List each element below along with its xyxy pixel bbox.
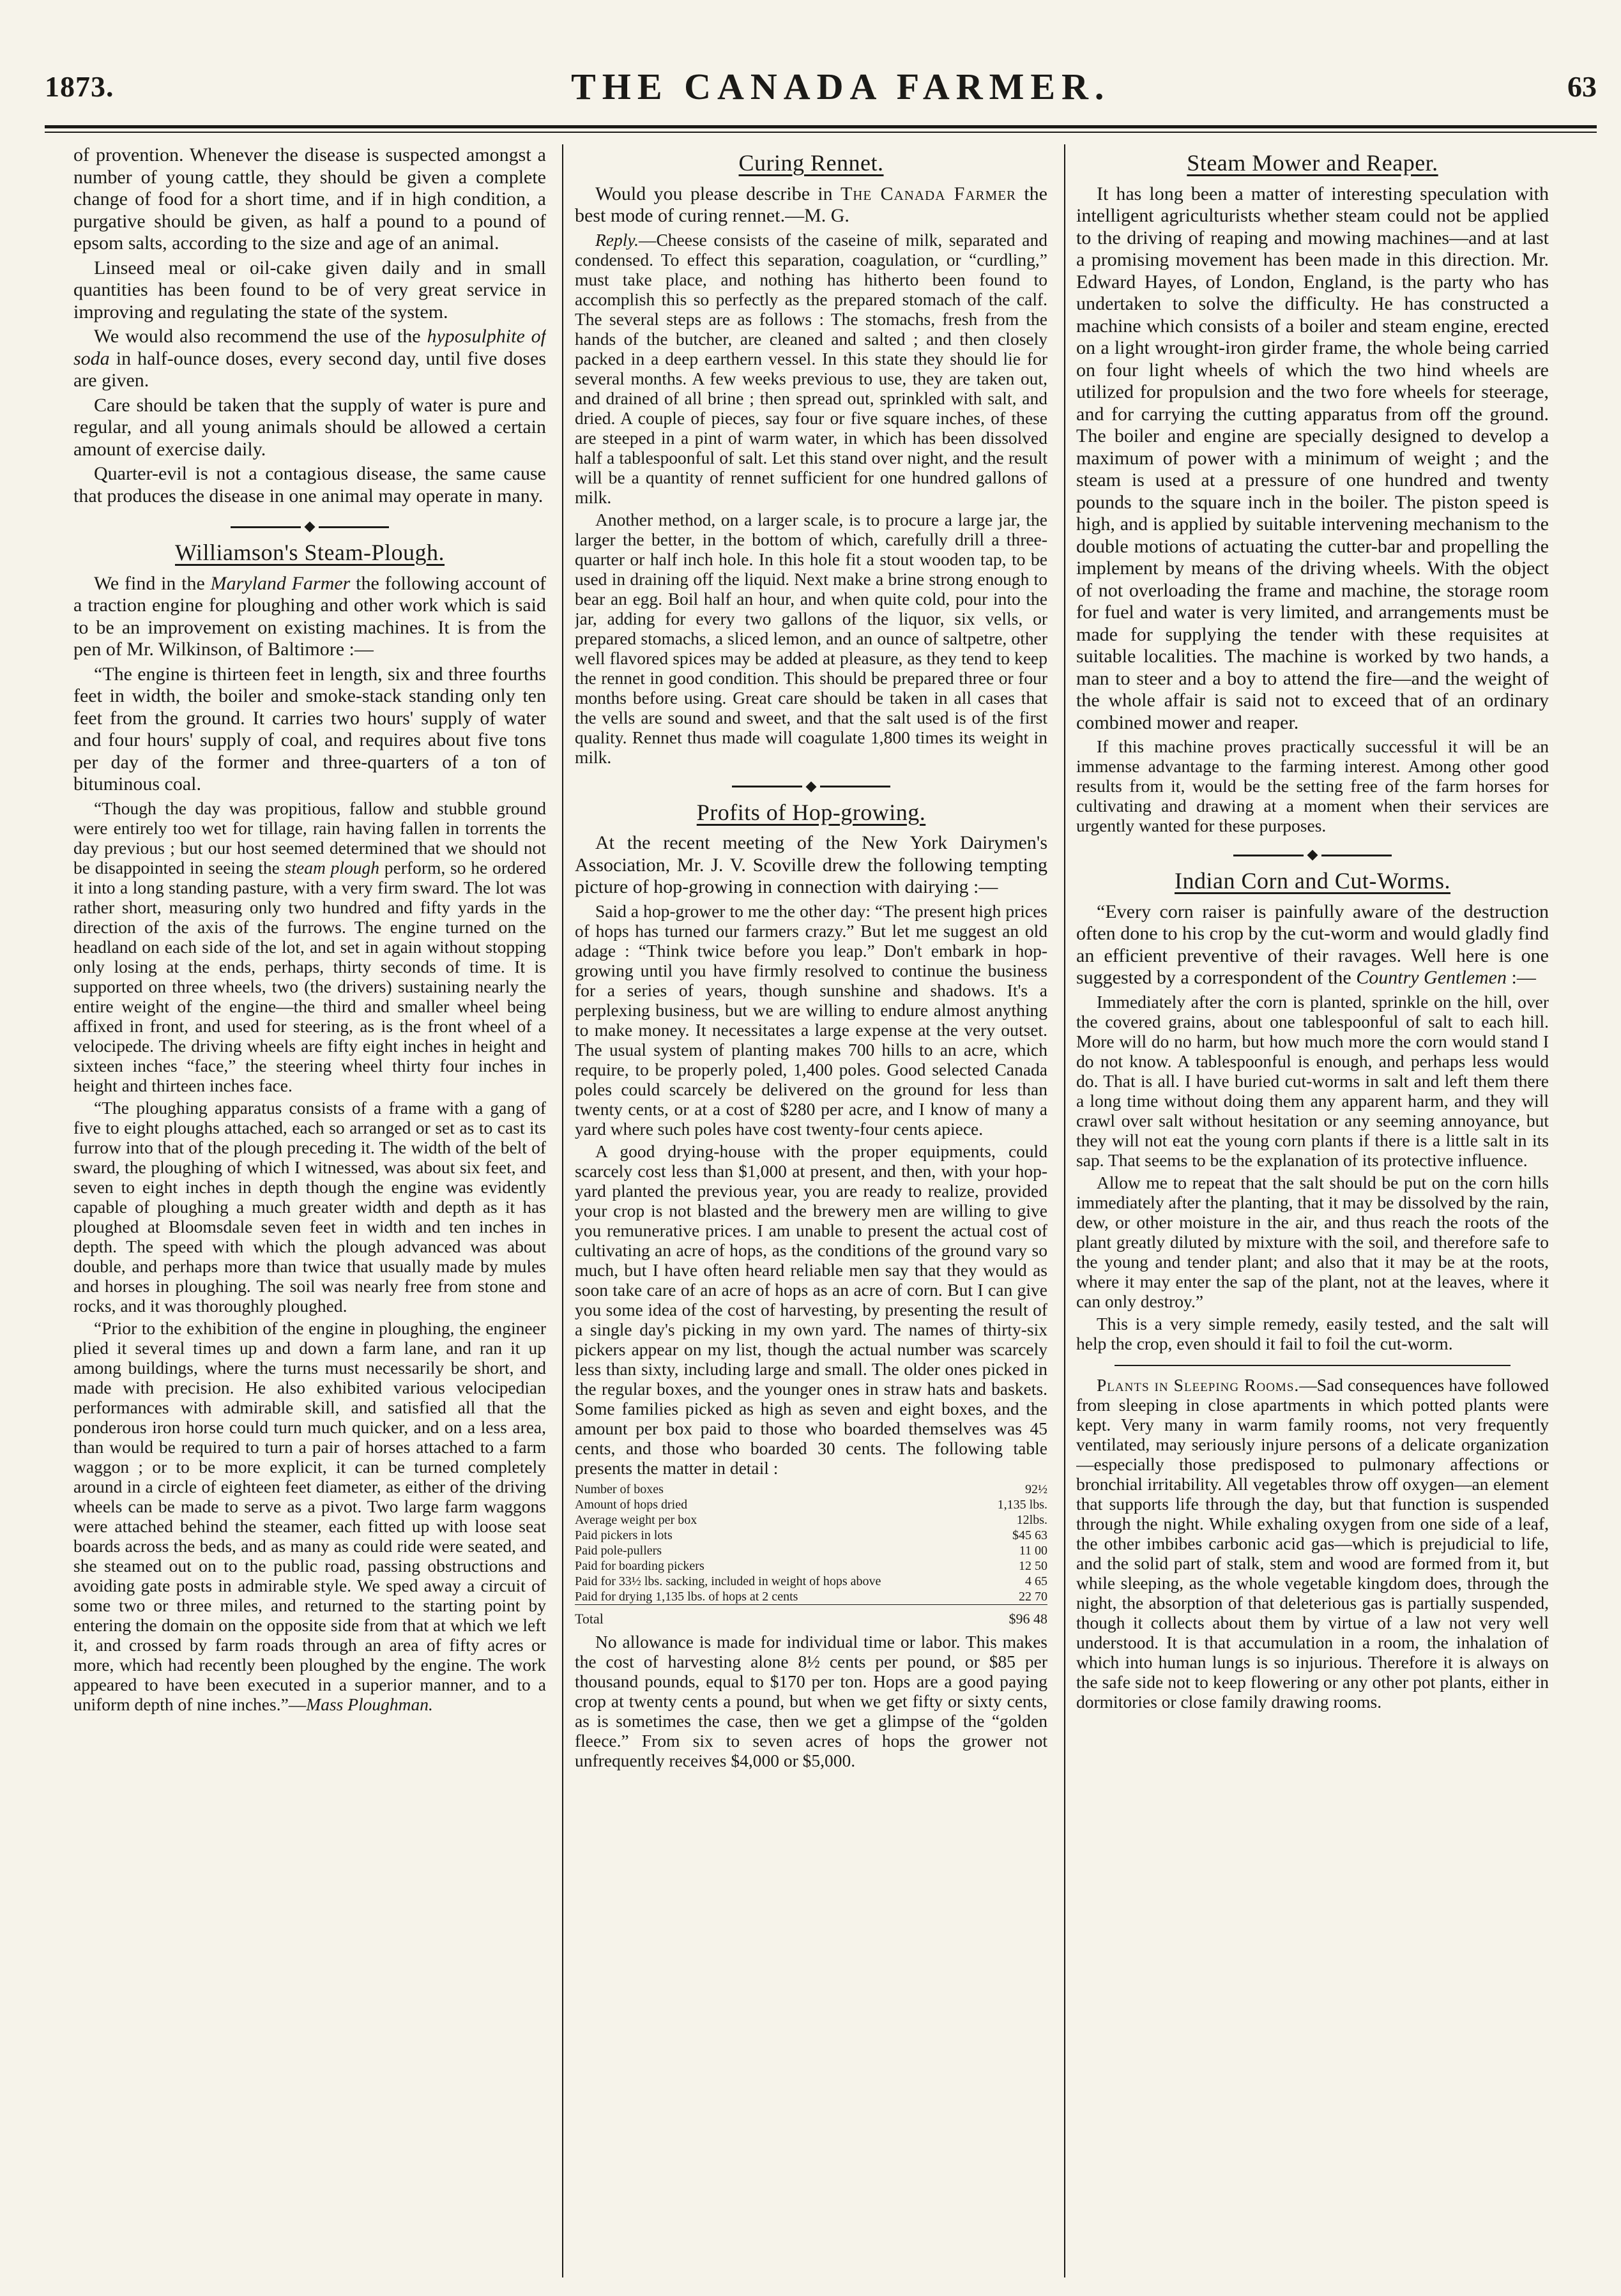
hop-harvest-cost-table [575,1482,1047,1627]
mower-paragraph-2: If this machine proves practically successful it will be an immense advantage to the farming interest. Among other good results from it, would be the setting free of the farm horses for cultivating and drawing at a moment when their services are urgently wanted for these purposes. [1076,736,1549,835]
table-cell-label: Amount of hops dried [575,1497,688,1512]
plants-sleeping-rooms-paragraph: Plants in Sleeping Rooms.—Sad consequences have followed from sleeping in close apartments in which potted plants were kept. Very many in warm family rooms, not very frequently ventilated, may seriously injure persons of a delicate organization—especially those predisposed to pulmonary affections or bronchial irritability. All vegetables throw off oxygen—an element that supports life through the day, but that function is suspended through the night. While exhaling oxygen from one side of a leaf, the other imbibes carbonic acid gas—which is prejudicial to life, and the solid part of stalk, stem and wood are formed from it, but while sleeping, as the whole vegetable kingdom does, through the night, the absorption of that deleterious gas is partially suspended, though it collects about them by virtue of a law not very well understood. It is that accumulation in a room, the inhalation of which into human lungs is so injurious. Therefore it is always on the safe side not to keep flowering or any other pot plants, either in dormitories or close family drawing rooms. [1076,1374,1549,1712]
hops-paragraph-1: At the recent meeting of the New York Dairymen's Association, Mr. J. V. Scoville drew the following tempting picture of hop-growing in connection with dairying :— [575,832,1047,897]
table-total-label: Total [575,1604,984,1627]
table-row [575,1558,1047,1574]
table-cell-value: 11 00 [1019,1543,1047,1558]
table-cell-label: Paid for 33½ lbs. sacking, included in weight of hops above [575,1574,881,1588]
plough-paragraph-4: “The ploughing apparatus consists of a frame with a gang of five to eight ploughs attached, each so arranged or set as to cast its furrow into that of the plough preceding it. The width of the belt of sward, the ploughing of which I witnessed, was about six feet, and seven to eight inches in depth though the engine was evidently capable of ploughing a much greater width and depth as it has ploughed at Bloomsdale seven feet in width and ten inches in depth. The speed with which the plough advanced was about double, and perhaps more than twice that usually made by mules and horses in ploughing. The soil was nearly free from stone and rocks, and it was thoroughly ploughed. [73,1097,546,1316]
section-rule [1115,1365,1511,1366]
plough-paragraph-2: “The engine is thirteen feet in length, six and three fourths feet in width, the boiler and smoke-stack standing only ten feet from the ground. It carries two hours' supply of water and four hours' supply of coal, and requires about five tons per day of the former and three-quarters of a ton of bituminous coal. [73,663,546,794]
column-3 [1076,144,1549,2277]
table-total-value: $96 48 [984,1604,1047,1627]
article-heading-steam-plough: Williamson's Steam-Plough. [174,540,445,565]
section-separator [73,519,546,534]
column-1 [73,144,546,2277]
hops-paragraph-4: No allowance is made for individual time or labor. This makes the cost of harvesting alone 8½ cents per pound, or $85 per thousand pounds, equal to $170 per ton. Hops are a good paying crop at twenty cents a pound, but when we get fifty or sixty cents, as is sometimes the case, then we get a glimpse of the “golden fleece.” From six to seven acres of hops the grower not unfrequently receives $4,000 or $5,000. [575,1631,1047,1770]
rennet-paragraph-2: Another method, on a larger scale, is to procure a large jar, the larger the better, in the bottom of which, carefully drill a three-quarter or half inch hole. In this hole fit a stout wooden tap, to be used in draining off the liquid. Next make a brine strong enough to bear an egg. Boil half an hour, and when quite cold, pour into the jar, adding for every two gallons of the liquor, six vells, or prepared stomachs, a sliced lemon, and an ounce of saltpetre, other well flavored spices may be added at pleasure, as they tend to keep the rennet in good condition. This should be prepared three or four months before using. Great care should be taken in all cases that the vells are sound and sweet, and that the salt used is of the first quality. Rennet thus made will coagulate 1,800 times its weight in milk. [575,509,1047,767]
table-cell-label: Paid for drying 1,135 lbs. of hops at 2 cents [575,1589,798,1604]
page-number: 63 [1567,70,1597,103]
table-cell-label: Paid for boarding pickers [575,1558,704,1573]
table-row [575,1543,1047,1558]
table-cell-label: Average weight per box [575,1512,697,1527]
issue-year: 1873. [45,70,114,103]
table-cell-value: 22 70 [1019,1589,1047,1604]
masthead [45,57,1597,115]
column-divider-2 [1064,144,1065,2277]
cattle-paragraph-2: Linseed meal or oil-cake given daily and in small quantities has been found to be of very great service in improving and regulating the state of the system. [73,257,546,323]
table-row [575,1574,1047,1589]
cattle-paragraph-4: Care should be taken that the supply of water is pure and regular, and all young animals should be allowed a certain amount of exercise daily. [73,394,546,460]
table-row [575,1528,1047,1543]
table-cell-value: 12 50 [1019,1558,1047,1573]
article-heading-hop-growing: Profits of Hop-growing. [696,799,926,825]
table-cell-label: Paid pickers in lots [575,1528,673,1542]
section-separator [575,779,1047,794]
table-row [575,1482,1047,1497]
table-cell-value: $45 63 [1012,1528,1047,1542]
table-total-row [575,1604,1047,1627]
corn-paragraph-1: “Every corn raiser is painfully aware of the destruction often done to his crop by the cut-worm and would gladly find an efficient preventive of their ravages. Well here is one suggested by a correspondent of the Country Gentlemen :— [1076,901,1549,988]
corn-paragraph-2: Immediately after the corn is planted, sprinkle on the hill, over the covered grains, about one tablespoonful of salt to each hill. More will do no harm, but how much more the corn would stand I do not know. A tablespoonful is enough, and perhaps less would do. That is all. I have buried cut-worms in salt and left them there a long time without doing them any apparent harm, and they will crawl over salt without hesitation or any seeming annoyance, but they will not eat the young corn plants if there is a little salt in its sap. That seems to be the explanation of its protective influence. [1076,991,1549,1170]
plough-paragraph-1: We find in the Maryland Farmer the following account of a traction engine for ploughing and other work which is said to be an improvement on existing machines. It is from the pen of Mr. Wilkinson, of Baltimore :— [73,572,546,660]
table-cell-value: 12lbs. [1016,1512,1047,1527]
cattle-paragraph-5: Quarter-evil is not a contagious disease, the same cause that produces the disease in one animal may operate in many. [73,463,546,506]
masthead-rule-light [45,132,1597,133]
section-separator [1076,847,1549,862]
mower-paragraph-1: It has long been a matter of interesting speculation with intelligent agriculturists whether steam could not be applied to the driving of reaping and mowing machines—and at last a promising movement has been made in this direction. Mr. Edward Hayes, of London, England, is the party who has undertaken to solve the difficulty. He has constructed a machine which consists of a boiler and steam engine, erected on a light wrought-iron girder frame, the whole being carried on four light wheels of which the two hind wheels are utilized for propulsion and the two fore wheels for steerage, and for carrying the cutting apparatus from off the ground. The boiler and engine are specially designed to develop a maximum of power with a minimum of weight ; and the steam is used at a pressure of one hundred and twenty pounds to the square inch in the boiler. The piston speed is high, and is applied by suitable intervening mechanism to the double motions of actuating the cutter-bar and propelling the implement by means of the driving wheels. With the object of not overloading the frame and machine, the storage room for fuel and water is very limited, and arrangements must be made for supplying the tender with these requisites at suitable localities. The machine is worked by two hands, a man to steer and a boy to attend the fire—and the weight of the whole affair is said not to exceed that of an ordinary combined mower and reaper. [1076,183,1549,733]
rennet-reply: Reply.—Cheese consists of the caseine of milk, separated and condensed. To effect this separation, coagulation, or “curdling,” must take place, and nothing has hitherto been found to accomplish this so perfectly as the prepared stomach of the calf. The several steps are as follows : The stomachs, fresh from the hands of the butcher, are cleaned and salted ; and then closely packed in a deep earthern vessel. In this state they should lie for several months. A few weeks previous to use, they are taken out, and drained of all brine ; then spread out, sprinkled with salt, and dried. A couple of pieces, say four or five square inches, of these are steeped in a pint of warm water, in which has been dissolved half a tablespoonful of salt. Let this stand over night, and the result will be a quantity of rennet sufficient for one hundred gallons of milk. [575,229,1047,507]
newspaper-title: THE CANADA FARMER. [571,65,1111,107]
plough-paragraph-5: “Prior to the exhibition of the engine in ploughing, the engineer plied it several times up and down a farm lane, and ran it up among buildings, where the turns must necessarily be short, and made with precision. He also exhibited various velocipedian performances with admirable skill, and satisfied all that the ponderous iron horse could turn much quicker, and on a less area, than would be required to turn a pair of horses attached to a farm waggon ; or to be more explicit, it can be turned completely around in a circle of eighteen feet diameter, as either of the driving wheels can be made to serve as a pivot. Two large farm waggons were attached behind the steamer, each fitted up with loose seat boards across the beds, and as many as could ride were seated, and she steamed out on to the public road, passing obstructions and avoiding gate posts in admirable style. We sped away a circuit of some two or three miles, and returned to the starting point by entering the domain on the opposite side from that at which we left it, and crossed by farm roads through an area of fifty acres or more, which had recently been ploughed by the engine. The work appeared to have been executed in a superior manner, and to a uniform depth of nine inches.”—Mass Ploughman. [73,1318,546,1714]
table-row [575,1589,1047,1605]
hops-paragraph-2: Said a hop-grower to me the other day: “The present high prices of hops has turned our farmers crazy.” But let me suggest an old adage : “Think twice before you leap.” Don't embark in hop-growing until you have firmly resolved to continue the business for a series of years, though sunshine and shadows. It's a perplexing business, but we are willing to endure almost anything to make money. It necessitates a large expense at the very outset. The usual system of planting makes 700 hills to an acre, which require, to be properly poled, 1,400 poles. Good selected Canada poles could scarcely be delivered on the ground for less than twenty cents, or at a cost of $280 per acre, and I know of many a yard where such poles have cost twenty-four cents apiece. [575,901,1047,1139]
table-cell-label: Number of boxes [575,1482,664,1496]
corn-paragraph-4: This is a very simple remedy, easily tested, and the salt will help the crop, even should it fail to foil the cut-worm. [1076,1313,1549,1353]
article-heading-curing-rennet: Curing Rennet. [738,150,884,176]
masthead-rule-heavy [45,125,1597,128]
article-heading-steam-mower: Steam Mower and Reaper. [1187,150,1438,176]
table-cell-value: 4 65 [1025,1574,1047,1588]
cattle-paragraph-3: We would also recommend the use of the hyposulphite of soda in half-ounce doses, every second day, until five doses are given. [73,326,546,391]
table-cell-value: 1,135 lbs. [997,1497,1047,1512]
plough-paragraph-3: “Though the day was propitious, fallow and stubble ground were entirely too wet for tillage, rain having fallen in torrents the day previous ; but our host seemed determined that we should not be disappointed in seeing the steam plough perform, so he ordered it into a long standing pasture, with a very firm sward. The lot was rather short, measuring only two hundred and fifty yards in the direction of the axis of the furrows. The engine turned on the headland on each side of the lot, and set in again without stopping only losing at the ends, perhaps, thirty seconds of time. It is supported on three wheels, two (the drivers) sustaining nearly the entire weight of the engine—the third and smaller wheel being affixed in front, and used for steering, as is the front wheel of a velocipede. The driving wheels are fifty eight inches in height and sixteen inches “face,” the steering wheel thirty four inches in height and thirteen inches face. [73,798,546,1095]
table-row [575,1512,1047,1528]
column-2 [575,144,1047,2277]
rennet-question: Would you please describe in The Canada Farmer the best mode of curing rennet.—M. G. [575,183,1047,226]
article-heading-corn-cutworms: Indian Corn and Cut-Worms. [1174,868,1451,893]
corn-paragraph-3: Allow me to repeat that the salt should be put on the corn hills immediately after the planting, that it may be dissolved by the rain, dew, or other moisture in the air, and thus reach the roots of the plant greatly diluted by mixture with the soil, and therefore safe to the young and tender plant; and also that it may be at the roots, where it may enter the sap of the plant, not at the leaves, where it can only destroy.” [1076,1172,1549,1311]
hops-paragraph-3: A good drying-house with the proper equipments, could scarcely cost less than $1,000 at present, and then, with your hop-yard planted the previous year, you are ready to realize, provided your crop is not blasted and the brewery men are willing to give you remunerative prices. I am unable to present the actual cost of cultivating an acre of hops, as the conditions of the ground vary so much, but I have often heard reliable men say that they would as soon take care of an acre of hops as an acre of corn. But I can give you some idea of the cost of harvesting, by presenting the result of a single day's picking in my own yard. The names of thirty-six pickers appear on my list, though the actual number was scarcely less than sixty, including large and small. The older ones picked in the regular boxes, and the younger ones in straw hats and baskets. Some families picked as high as seven and eight boxes, and the amount per box paid to those who boarded themselves was 45 cents, and those who boarded 30 cents. The following table presents the matter in detail : [575,1141,1047,1478]
table-cell-value: 92½ [1025,1482,1047,1496]
table-row [575,1497,1047,1512]
column-divider-1 [562,144,563,2277]
cattle-paragraph-1: of provention. Whenever the disease is suspected amongst a number of young cattle, they should be given a complete change of food for a short time, and if in high condition, a purgative should be given, as half a pound to a pound of epsom salts, according to the size and age of an animal. [73,144,546,254]
table-cell-label: Paid pole-pullers [575,1543,662,1558]
